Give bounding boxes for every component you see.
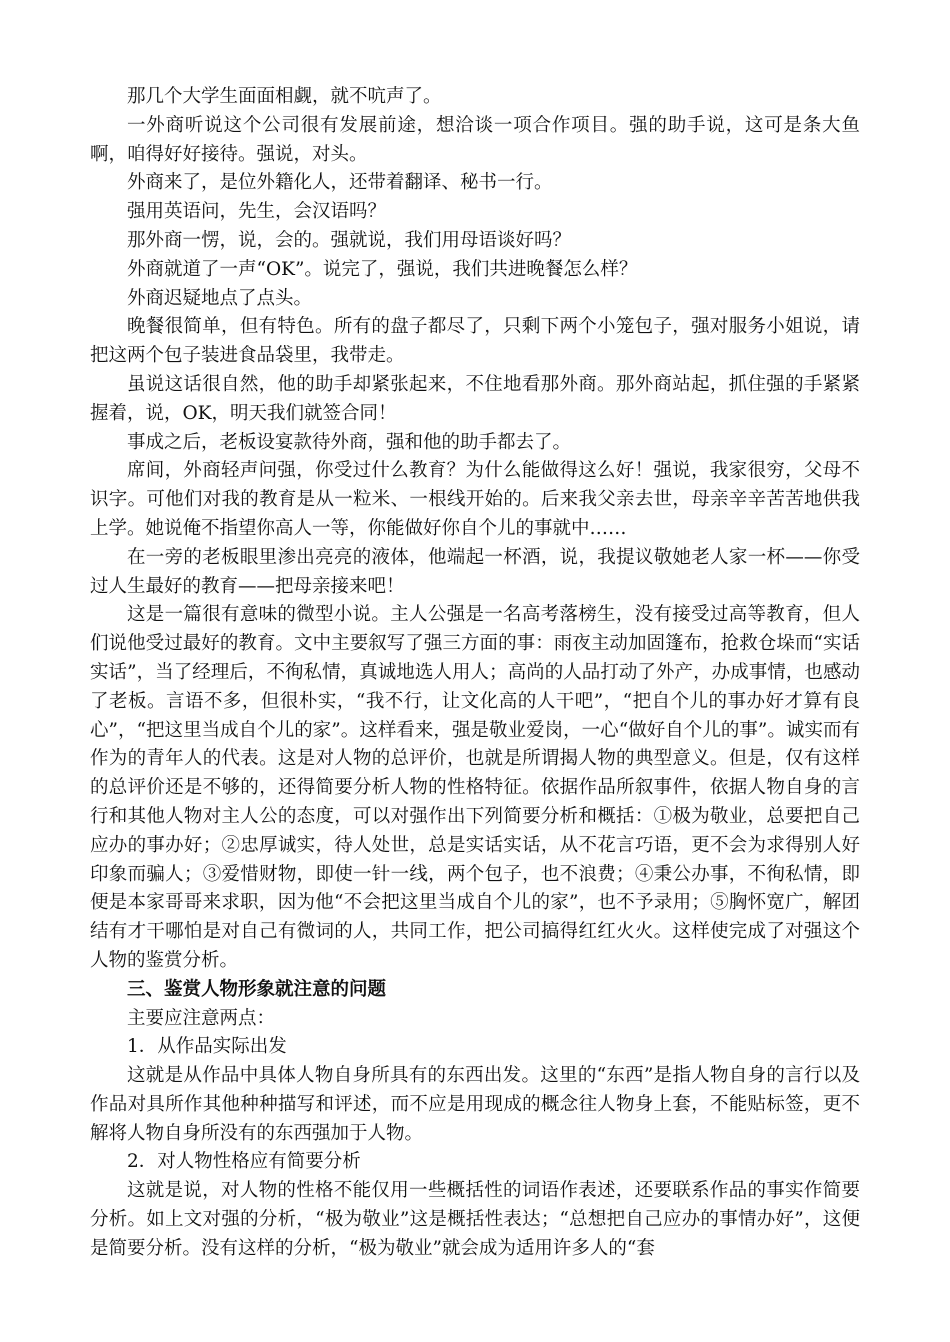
document-body	[90, 83, 860, 1264]
paragraph: 这就是说，对人物的性格不能仅用一些概括性的词语作表述，还要联系作品的事实作简要分析。如上文对强的分析，“极为敬业”这是概括性表达；“总想把自己应办的事情办好”，这便是简要分析。没有这样的分析，“极为敬业”就会成为适用许多人的“套	[90, 1180, 860, 1259]
paragraph: 那几个大学生面面相觑，就不吭声了。	[127, 86, 442, 107]
paragraph: 外商就道了一声“OK”。说完了，强说，我们共进晚餐怎么样？	[127, 258, 638, 280]
paragraph: 这就是从作品中具体人物自身所具有的东西出发。这里的“东西”是指人物自身的言行以及作品对具所作其他种种描写和评述，而不应是用现成的概念往人物身上套，不能贴标签，更不解将人物自身所没有的东西强加于人物。	[90, 1065, 860, 1144]
paragraph: 一外商听说这个公司很有发展前途，想洽谈一项合作项目。强的助手说，这可是条大鱼啊，咱得好好接待。强说，对头。	[90, 114, 860, 165]
analysis-paragraph: 这是一篇很有意味的微型小说。主人公强是一名高考落榜生，没有接受过高等教育，但人们说他受过最好的教育。文中主要叙写了强三方面的事：雨夜主动加固篷布，抢救仓垛而“实话实话”，当了经理后，不徇私情，真诚地选人用人；高尚的人品打动了外产，办成事情，也感动了老板。言语不多，但很朴实，“我不行，让文化高的人干吧”，“把自个儿的事办好才算有良心”，“把这里当成自个儿的家”。这样看来，强是敬业爱岗，一心“做好自个儿的事”。诚实而有作为的青年人的代表。这是对人物的总评价，也就是所谓揭人物的典型意义。但是，仅有这样的总评价还是不够的，还得简要分析人物的性格特征。依据作品所叙事件，依据人物自身的言行和其他人物对主人公的态度，可以对强作出下列简要分析和概括：①极为敬业，总要把自己应办的事办好；②忠厚诚实，待人处世，总是实话实话，从不花言巧语，更不会为求得别人好印象而骗人；③爱惜财物，即使一针一线，两个包子，也不浪费；④秉公办事，不徇私情，即便是本家哥哥来求职，因为他“不会把这里当成自个儿的家”，也不予录用；⑤胸怀宽广，解团结有才干哪怕是对自己有微词的人，共同工作，把公司搞得红红火火。这样使完成了对强这个人物的鉴赏分析。	[90, 604, 860, 971]
numbered-subheading: 1．从作品实际出发	[127, 1036, 287, 1058]
paragraph: 外商来了，是位外籍化人，还带着翻译、秘书一行。	[127, 172, 553, 194]
section-heading: 三、鉴赏人物形象就注意的问题	[127, 978, 387, 1000]
paragraph: 外商迟疑地点了点头。	[127, 287, 313, 309]
paragraph: 那外商一愣，说，会的。强就说，我们用母语谈好吗？	[127, 229, 572, 251]
paragraph: 在一旁的老板眼里渗出亮亮的液体，他端起一杯酒，说，我提议敬她老人家一杯——你受过人生最好的教育——把母亲接来吧！	[90, 546, 860, 597]
paragraph: 主要应注意两点：	[127, 1007, 276, 1029]
paragraph: 强用英语问，先生，会汉语吗？	[127, 201, 387, 223]
paragraph: 虽说这话很自然，他的助手却紧张起来，不住地看那外商。那外商站起，抓住强的手紧紧握着，说，OK，明天我们就签合同！	[90, 373, 860, 424]
paragraph: 事成之后，老板设宴款待外商，强和他的助手都去了。	[127, 431, 572, 453]
paragraph: 席间，外商轻声问强，你受过什么教育？为什么能做得这么好！强说，我家很穷，父母不识字。可他们对我的教育是从一粒米、一根线开始的。后来我父亲去世，母亲辛辛苦苦地供我上学。她说俺不指望你高人一等，你能做好你自个儿的事就中……	[90, 460, 860, 539]
paragraph: 晚餐很简单，但有特色。所有的盘子都尽了，只剩下两个小笼包子，强对服务小姐说，请把这两个包子装进食品袋里，我带走。	[90, 316, 860, 367]
numbered-subheading: 2．对人物性格应有简要分析	[127, 1151, 361, 1173]
